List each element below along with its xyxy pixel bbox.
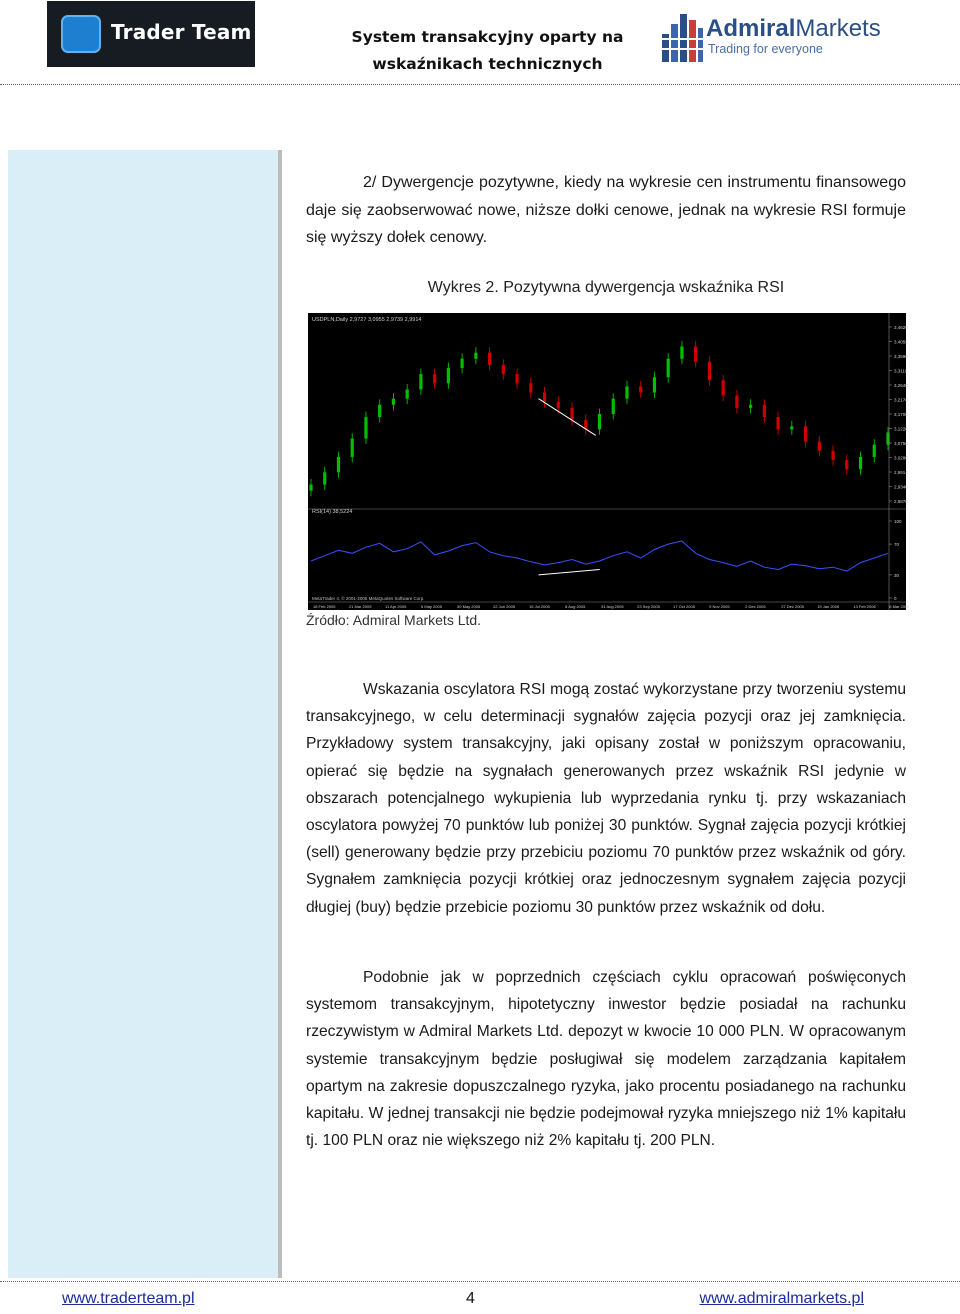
price-y-tick-label: 3,0750 [894,441,908,446]
price-candle [337,457,340,472]
price-candle [529,383,532,392]
x-tick-label: 17 Oct 2005 [673,604,695,609]
price-candle [488,353,491,365]
price-candle [667,359,670,377]
price-y-tick-label: 3,3110 [894,368,908,374]
x-tick-label: 27 Dec 2005 [781,604,804,609]
price-y-tick-label: 3,1700 [894,412,908,417]
price-candle [323,472,326,484]
price-candle [708,362,711,380]
trader-team-logo [47,1,255,67]
paragraph-capital-management: Podobnie jak w poprzednich częściach cyklu opracowań poświęconych systemom transakcyjnym, hipotetyczny inwestor będzie posiadał na rachunku rzeczywistym w Admiral Markets Ltd. depozyt w kwocie 10 000 PLN. W opracowanym systemie transakcyjnym będzie posługiwał się modelem zarządzania kapitałem opartym na zakresie dopuszczalnego ryzyka, jako procentu posiadanego na rachunku kapitału. W jednej transakcji nie będzie podejmował ryzyka mniejszego niż 1% kapitału tj. 100 PLN oraz nie większego niż 2% kapitału tj. 200 PLN. [306,969,906,1150]
x-tick-label: 8 Mar 2006 [889,604,910,609]
price-candle [557,402,560,408]
price-candle [461,359,464,368]
x-tick-label: 21 Mar 2005 [349,604,372,609]
x-tick-label: 23 Sep 2005 [637,604,660,609]
x-tick-label: 2 Dec 2005 [745,604,766,609]
price-candle [749,405,752,408]
page-header [0,0,960,86]
price-candle [763,405,766,417]
x-tick-label: 13 Feb 2006 [853,604,876,609]
trader-team-logo-icon [61,15,101,53]
price-candle [612,399,615,414]
price-candle [598,414,601,429]
trader-team-logo-text: Trader Team [111,20,252,44]
price-candle [831,451,834,460]
price-y-tick-label: 3,4055 [894,339,908,345]
price-y-tick-label: 3,1220 [894,426,908,432]
chart-footer-text: MetaTrader 4, © 2001-2005 MetaQuotes Software Corp. [312,596,425,601]
admiral-markets-tagline: Trading for everyone [708,42,823,56]
footer-link-traderteam[interactable]: www.traderteam.pl [62,1290,195,1307]
price-candle [639,386,642,392]
price-candle [515,374,518,383]
price-y-tick-label: 2,9914 [894,470,908,475]
rsi-y-tick-label: 100 [894,519,902,524]
x-tick-label: 15 Jul 2005 [529,604,550,609]
x-tick-label: 31 Aug 2005 [601,604,624,609]
price-candle [680,346,683,358]
price-candle [735,396,738,408]
price-y-tick-label: 2,9340 [894,484,908,490]
price-candle [859,457,862,469]
price-candle [694,346,697,361]
decorative-sidebar [8,150,278,1278]
price-y-tick-label: 3,4620 [894,325,908,330]
price-candle [625,386,628,398]
figure-caption: Wykres 2. Pozytywna dywergencja wskaźnika RSI [427,279,785,296]
price-y-tick-label: 3,2170 [894,397,908,403]
price-y-tick-label: 3,0280 [894,455,908,461]
price-candle [790,426,793,429]
price-candle [406,389,409,398]
price-candle [364,417,367,438]
paragraph-rsi-system: Wskazania oscylatora RSI mogą zostać wykorzystane przy tworzeniu systemu transakcyjnego, w celu determinacji sygnałów zajęcia pozycji oraz jej zamknięcia. Przykładowy system transakcyjny, jaki opisany został w poniższym opracowaniu, opierać się będzie na sygnałach generowanych przez wskaźnik RSI jedynie w obszarach potencjalnego wykupienia lub wyprzedania rynku tj. przy wskazaniach oscylatora powyżej 70 punktów lub poniżej 30 punktów. Sygnał zajęcia pozycji krótkiej (sell) generowany będzie przy przebiciu poziomu 70 punktów przez wskaźnik od góry. Sygnałem zamknięcia pozycji krótkiej oraz jednoczesnym sygnałem zajęcia pozycji długiej (buy) będzie przebicie poziomu 30 punktów przez wskaźnik od dołu. [306,681,906,916]
price-y-tick-label: 3,3590 [894,354,908,359]
price-candle [447,368,450,383]
page-number: 4 [466,1290,475,1307]
price-candle [502,365,505,374]
rsi-divergence-chart [308,313,910,610]
x-tick-label: 22 Jun 2005 [493,604,516,609]
x-tick-label: 18 Feb 2005 [313,604,336,609]
price-candle [419,374,422,389]
figure-source: Źródło: Admiral Markets Ltd. [306,612,482,628]
price-candle [543,393,546,402]
price-candle [392,399,395,405]
footer-divider [0,1281,960,1282]
admiral-markets-bars-icon [660,8,704,64]
rsi-panel-header: RSI(14) 38,5224 [312,509,353,515]
price-candle [378,405,381,417]
x-tick-label: 8 Aug 2005 [565,604,586,609]
x-tick-label: 11 Apr 2005 [385,604,407,609]
x-tick-label: 30 May 2005 [457,604,481,609]
rsi-y-tick-label: 70 [894,542,900,548]
price-candle [873,445,876,457]
footer-link-admiralmarkets[interactable]: www.admiralmarkets.pl [699,1290,864,1307]
price-candle [474,353,477,359]
price-candle [818,442,821,451]
x-tick-label: 9 Nov 2005 [709,604,730,609]
x-tick-label: 5 May 2005 [421,604,442,609]
admiral-markets-logo [660,6,900,66]
price-panel-header: USDPLN,Daily 2,9727 3,0955 2,9739 2,9914 [312,317,422,323]
price-candle [804,426,807,441]
price-y-tick-label: 3,2640 [894,383,908,388]
price-candle [653,377,656,392]
price-candle [570,408,573,420]
price-candle [309,485,312,491]
intro-paragraph: 2/ Dywergencje pozytywne, kiedy na wykresie cen instrumentu finansowego daje się zaobserwować nowe, niższe dołki cenowe, jednak na wykresie RSI formuje się wyższy dołek cenowy. [306,174,906,246]
chart-svg [308,313,910,610]
sidebar-shadow [278,150,282,1278]
admiral-markets-brand: AdmiralMarkets [706,15,881,42]
x-tick-label: 19 Jan 2006 [817,604,840,609]
page-title: System transakcyjny oparty na wskaźnikach technicznych [351,28,624,73]
price-candle [351,439,354,457]
header-divider [0,84,960,85]
rsi-y-tick-label: 30 [894,572,900,578]
price-candle [776,417,779,429]
price-candle [722,380,725,395]
price-candle [845,460,848,469]
price-y-tick-label: 2,8870 [894,499,908,504]
rsi-y-tick-label: 0 [894,596,897,601]
price-candle [433,374,436,383]
